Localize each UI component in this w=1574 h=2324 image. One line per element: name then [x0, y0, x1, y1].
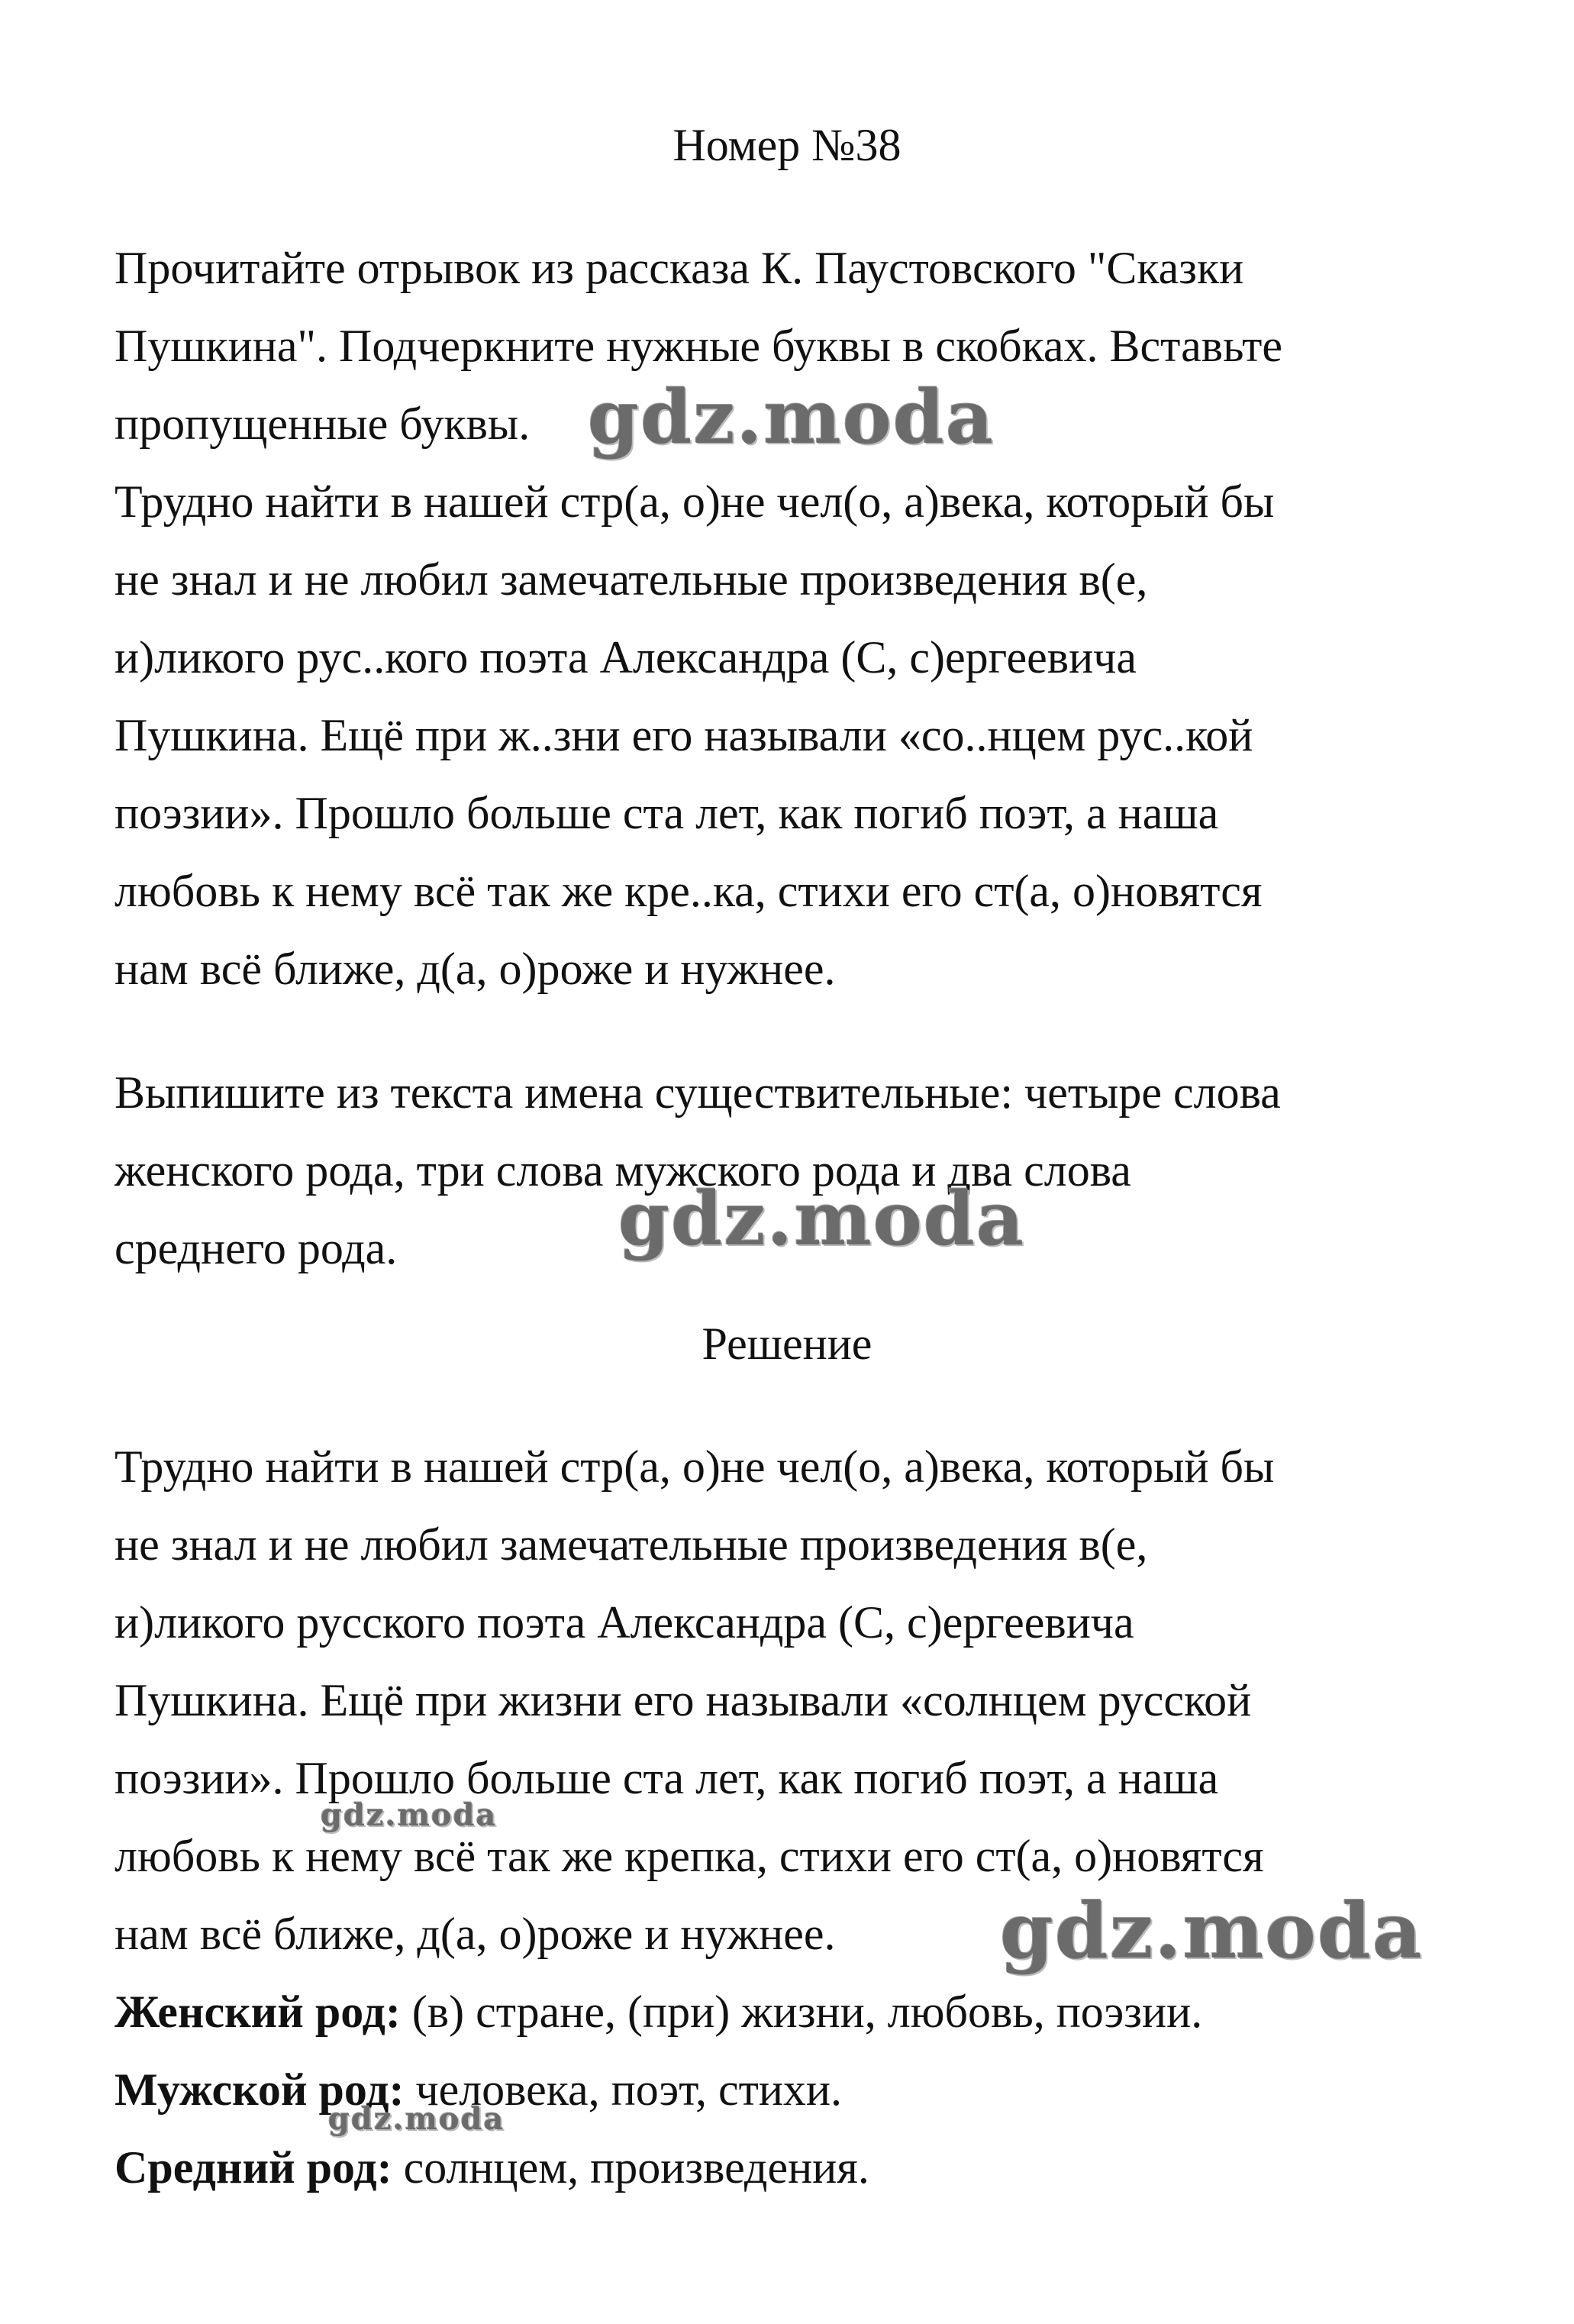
answer-label: Женский род: [115, 1987, 401, 2037]
task-text [115, 229, 1489, 463]
solution-line: любовь к нему всё так же крепка, стихи его ст(а, о)новятся [115, 1831, 1264, 1881]
solution-line: не знал и не любил замечательные произведения в(е, [115, 1519, 1148, 1570]
task-line: Пушкина". Подчеркните нужные буквы в скобках. Вставьте [115, 321, 1282, 371]
answer-masculine [115, 2051, 1489, 2129]
watermark: gdz.moda [1000, 1886, 1424, 1976]
question-line: Выпишите из текста имена существительные: четыре слова [115, 1067, 1281, 1118]
watermark: gdz.moda [588, 374, 995, 460]
excerpt-line: Трудно найти в нашей стр(а, о)не чел(о, а)века, который бы [115, 476, 1275, 527]
solution-line: Трудно найти в нашей стр(а, о)не чел(о, а)века, который бы [115, 1441, 1275, 1492]
solution-line: нам всё ближе, д(а, о)роже и нужнее. [115, 1909, 836, 1959]
answer-text: человека, поэт, стихи. [404, 2064, 843, 2115]
excerpt-line: и)ликого рус..кого поэта Александра (С, с)ергеевича [115, 632, 1137, 683]
excerpt-line: не знал и не любил замечательные произведения в(е, [115, 554, 1148, 605]
solution-text [115, 1428, 1489, 1973]
question-text [115, 1054, 1489, 1287]
excerpt-line: поэзии». Прошло больше ста лет, как погиб поэт, а наша [115, 788, 1219, 838]
answer-neuter [115, 2129, 1489, 2206]
watermark: gdz.moda [618, 1176, 1026, 1262]
solution-line: поэзии». Прошло больше ста лет, как погиб поэт, а наша [115, 1753, 1219, 1803]
answer-text: (в) стране, (при) жизни, любовь, поэзии. [400, 1987, 1203, 2037]
answer-label: Средний род: [115, 2142, 392, 2193]
page-title: Номер №38 [672, 120, 902, 170]
answer-label: Мужской род: [115, 2064, 405, 2115]
solution-line: и)ликого русского поэта Александра (С, с)ергеевича [115, 1597, 1134, 1648]
question-line: женского рода, три слова мужского рода и два слова [115, 1145, 1131, 1196]
task-line: Прочитайте отрывок из рассказа К. Паустовского "Сказки [115, 243, 1244, 293]
task-line: пропущенные буквы. [115, 399, 531, 449]
solution-heading: Решение [702, 1319, 872, 1369]
excerpt-line: Пушкина. Ещё при ж..зни его называли «со..нцем рус..кой [115, 710, 1253, 760]
answer-text: солнцем, произведения. [392, 2142, 869, 2193]
excerpt-text [115, 463, 1489, 1008]
watermark: gdz.moda [321, 1797, 498, 1833]
solution-line: Пушкина. Ещё при жизни его называли «солнцем русской [115, 1675, 1252, 1725]
excerpt-line: нам всё ближе, д(а, о)роже и нужнее. [115, 944, 836, 994]
answer-feminine [115, 1973, 1489, 2051]
question-line: среднего рода. [115, 1223, 398, 1273]
watermark: gdz.moda [328, 2101, 505, 2137]
answers [115, 1973, 1489, 2206]
excerpt-line: любовь к нему всё так же кре..ка, стихи его ст(а, о)новятся [115, 866, 1263, 916]
